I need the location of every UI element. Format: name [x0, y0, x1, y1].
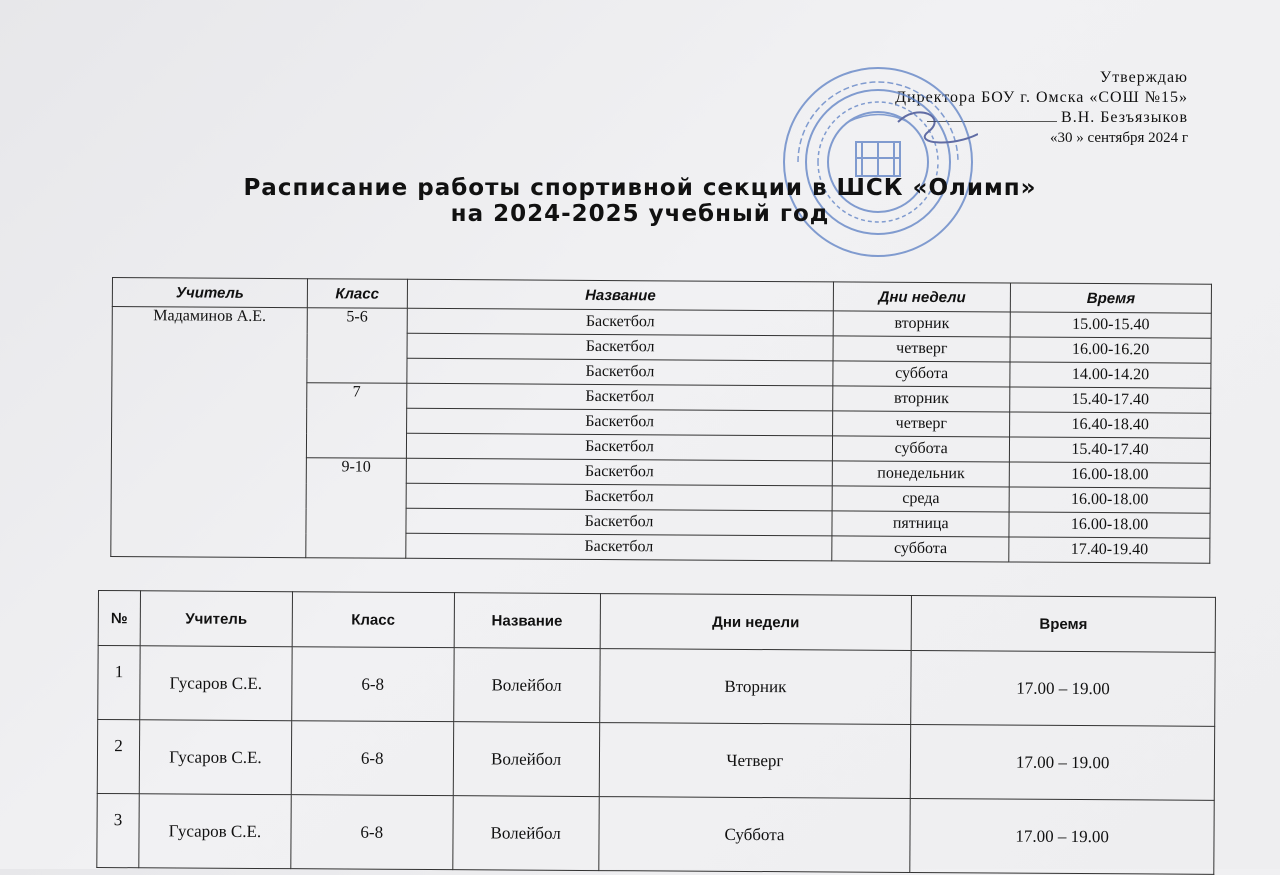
- header-teacher: Учитель: [140, 591, 292, 647]
- class-cell: 6-8: [292, 647, 454, 722]
- header-days: Дни недели: [834, 282, 1011, 312]
- table-row: [98, 646, 1215, 727]
- approval-signature: В.Н. Безъязыков: [1061, 109, 1188, 126]
- teacher-cell: Гусаров С.Е.: [139, 794, 291, 869]
- name-cell: Волейбол: [453, 722, 599, 797]
- class-cell: 6-8: [291, 795, 453, 870]
- time-cell: 17.00 – 19.00: [911, 650, 1215, 726]
- time-cell: 14.00-14.20: [1010, 362, 1211, 388]
- name-cell: Баскетбол: [406, 483, 833, 511]
- title-line2: на 2024-2025 учебный год: [450, 201, 830, 227]
- name-cell: Баскетбол: [407, 333, 834, 361]
- header-time: Время: [911, 595, 1215, 652]
- time-cell: 15.40-17.40: [1010, 387, 1211, 413]
- day-cell: вторник: [833, 311, 1010, 337]
- name-cell: Баскетбол: [406, 408, 833, 436]
- day-cell: пятница: [832, 511, 1009, 537]
- header-number: №: [98, 591, 140, 646]
- time-cell: 16.00-18.00: [1009, 512, 1210, 538]
- time-cell: 17.00 – 19.00: [911, 724, 1215, 800]
- teacher-cell: Гусаров С.Е.: [140, 646, 292, 721]
- school-stamp-icon: [778, 62, 978, 262]
- time-cell: 16.00-16.20: [1010, 337, 1211, 363]
- title-line1: Расписание работы спортивной секции в ШСК «Олимп»: [243, 175, 1037, 201]
- approval-line2: Директора БОУ г. Омска «СОШ №15»: [895, 89, 1188, 106]
- time-cell: 17.00 – 19.00: [910, 798, 1214, 874]
- header-name: Название: [407, 279, 834, 311]
- class-cell: 7: [306, 383, 406, 459]
- name-cell: Баскетбол: [406, 383, 833, 411]
- day-cell: вторник: [833, 386, 1010, 412]
- day-cell: суббота: [833, 361, 1010, 387]
- class-cell: 5-6: [307, 308, 407, 384]
- day-cell: четверг: [833, 411, 1010, 437]
- document-title: [150, 175, 1130, 227]
- name-cell: Баскетбол: [406, 458, 833, 486]
- time-cell: 16.00-18.00: [1009, 487, 1210, 513]
- time-cell: 15.00-15.40: [1010, 312, 1211, 338]
- basketball-schedule-table: [110, 277, 1212, 564]
- day-cell: Вторник: [599, 649, 911, 725]
- day-cell: понедельник: [833, 461, 1010, 487]
- header-class: Класс: [307, 279, 407, 309]
- day-cell: Четверг: [599, 723, 911, 799]
- name-cell: Баскетбол: [407, 308, 834, 336]
- name-cell: Баскетбол: [406, 433, 833, 461]
- table-header-row: [98, 591, 1215, 653]
- day-cell: суббота: [832, 536, 1009, 562]
- approval-date: «30 » сентября 2024 г: [1050, 130, 1188, 146]
- day-cell: среда: [832, 486, 1009, 512]
- time-cell: 16.40-18.40: [1010, 412, 1211, 438]
- day-cell: суббота: [833, 436, 1010, 462]
- table-row: [97, 793, 1214, 874]
- name-cell: Волейбол: [453, 648, 599, 723]
- volleyball-schedule-table: [96, 590, 1216, 875]
- name-cell: Волейбол: [452, 796, 598, 871]
- teacher-cell: Мадаминов А.Е.: [111, 307, 307, 558]
- header-time: Время: [1010, 283, 1211, 313]
- teacher-cell: Гусаров С.Е.: [139, 720, 291, 795]
- approval-line1: Утверждаю: [1099, 69, 1188, 86]
- header-class: Класс: [292, 592, 454, 648]
- class-cell: 6-8: [291, 721, 453, 796]
- name-cell: Баскетбол: [406, 508, 833, 536]
- header-days: Дни недели: [600, 594, 912, 651]
- time-cell: 15.40-17.40: [1010, 437, 1211, 463]
- time-cell: 17.40-19.40: [1009, 537, 1210, 563]
- name-cell: Баскетбол: [406, 533, 833, 561]
- table-row: [112, 307, 1211, 339]
- time-cell: 16.00-18.00: [1009, 462, 1210, 488]
- header-teacher: Учитель: [112, 278, 307, 308]
- header-name: Название: [454, 593, 600, 649]
- number-cell: 3: [97, 793, 139, 867]
- day-cell: четверг: [833, 336, 1010, 362]
- table-row: [97, 720, 1214, 801]
- name-cell: Баскетбол: [407, 358, 834, 386]
- day-cell: Суббота: [598, 797, 910, 873]
- class-cell: 9-10: [306, 458, 407, 559]
- number-cell: 1: [98, 646, 140, 720]
- number-cell: 2: [97, 720, 139, 794]
